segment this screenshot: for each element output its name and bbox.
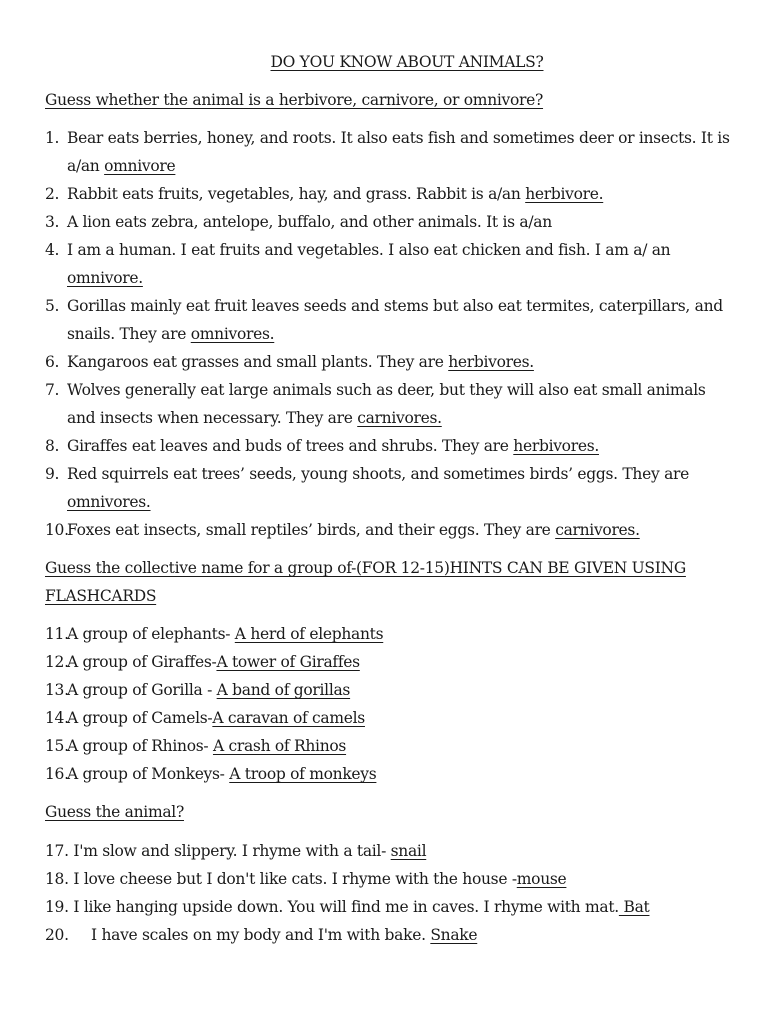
list-item: 9. Red squirrels eat trees’ seeds, young shoots, and sometimes birds’ eggs. They are omnivores. — [45, 465, 689, 511]
answer: carnivores. — [555, 521, 640, 539]
section3-heading: Guess the animal? — [45, 803, 184, 821]
list-item: 5. Gorillas mainly eat fruit leaves seeds and stems but also eat termites, caterpillars, and snails. They are omnivores. — [45, 297, 723, 343]
answer: snail — [390, 842, 427, 860]
answer: herbivores. — [448, 353, 534, 371]
answer: A caravan of camels — [212, 709, 365, 727]
section3-list — [45, 837, 735, 949]
list-item: 15.A group of Rhinos- A crash of Rhinos — [45, 737, 347, 755]
answer: mouse — [516, 870, 567, 888]
answer: A tower of Giraffes — [216, 653, 360, 671]
answer: omnivores. — [190, 325, 275, 343]
answer: omnivores. — [67, 493, 151, 511]
answer: A herd of elephants — [234, 625, 384, 643]
page-title: DO YOU KNOW ABOUT ANIMALS? — [270, 53, 544, 71]
list-item: 16.A group of Monkeys- A troop of monkeys — [45, 765, 377, 783]
list-item: 18. I love cheese but I don't like cats. I rhyme with the house -mouse — [45, 870, 567, 888]
list-item: 7. Wolves generally eat large animals such as deer, but they will also eat small animals and insects when necessary. They are carnivores. — [45, 381, 706, 427]
list-item: 12.A group of Giraffes-A tower of Giraffes — [45, 653, 360, 671]
answer: A band of gorillas — [216, 681, 351, 699]
list-item: 19. I like hanging upside down. You will find me in caves. I rhyme with mat. Bat — [45, 898, 650, 916]
section1-heading: Guess whether the animal is a herbivore, carnivore, or omnivore? — [45, 91, 544, 109]
list-item: 4. I am a human. I eat fruits and vegetables. I also eat chicken and fish. I am a/ an omnivore. — [45, 241, 671, 287]
answer: Snake — [430, 926, 478, 944]
answer: Bat — [618, 898, 650, 916]
answer: herbivore. — [525, 185, 604, 203]
list-item: 14.A group of Camels-A caravan of camels — [45, 709, 365, 727]
section2-heading: Guess the collective name for a group of-(FOR 12-15)HINTS CAN BE GIVEN USING FLASHCARDS — [45, 559, 686, 605]
list-item: 3. A lion eats zebra, antelope, buffalo, and other animals. It is a/an — [45, 213, 552, 231]
list-item: 8. Giraffes eat leaves and buds of trees and shrubs. They are herbivores. — [45, 437, 599, 455]
section1-list — [45, 124, 735, 544]
list-item: 13.A group of Gorilla - A band of gorillas — [45, 681, 351, 699]
list-item: 17. I'm slow and slippery. I rhyme with a tail- snail — [45, 842, 427, 860]
list-item: 20. I have scales on my body and I'm with bake. Snake — [45, 926, 478, 944]
list-item: 11.A group of elephants- A herd of elephants — [45, 625, 384, 643]
list-item: 1. Bear eats berries, honey, and roots. It also eats fish and sometimes deer or insects. It is a/an omnivore — [45, 129, 730, 175]
section2-list — [45, 620, 735, 788]
answer: omnivore. — [67, 269, 143, 287]
answer: A crash of Rhinos — [212, 737, 347, 755]
answer: carnivores. — [357, 409, 442, 427]
answer: herbivores. — [513, 437, 599, 455]
answer: A troop of monkeys — [229, 765, 377, 783]
list-item: 2. Rabbit eats fruits, vegetables, hay, and grass. Rabbit is a/an herbivore. — [45, 185, 604, 203]
list-item: 6. Kangaroos eat grasses and small plants. They are herbivores. — [45, 353, 534, 371]
answer: omnivore — [104, 157, 176, 175]
list-item: 10. Foxes eat insects, small reptiles’ birds, and their eggs. They are carnivores. — [45, 521, 640, 539]
